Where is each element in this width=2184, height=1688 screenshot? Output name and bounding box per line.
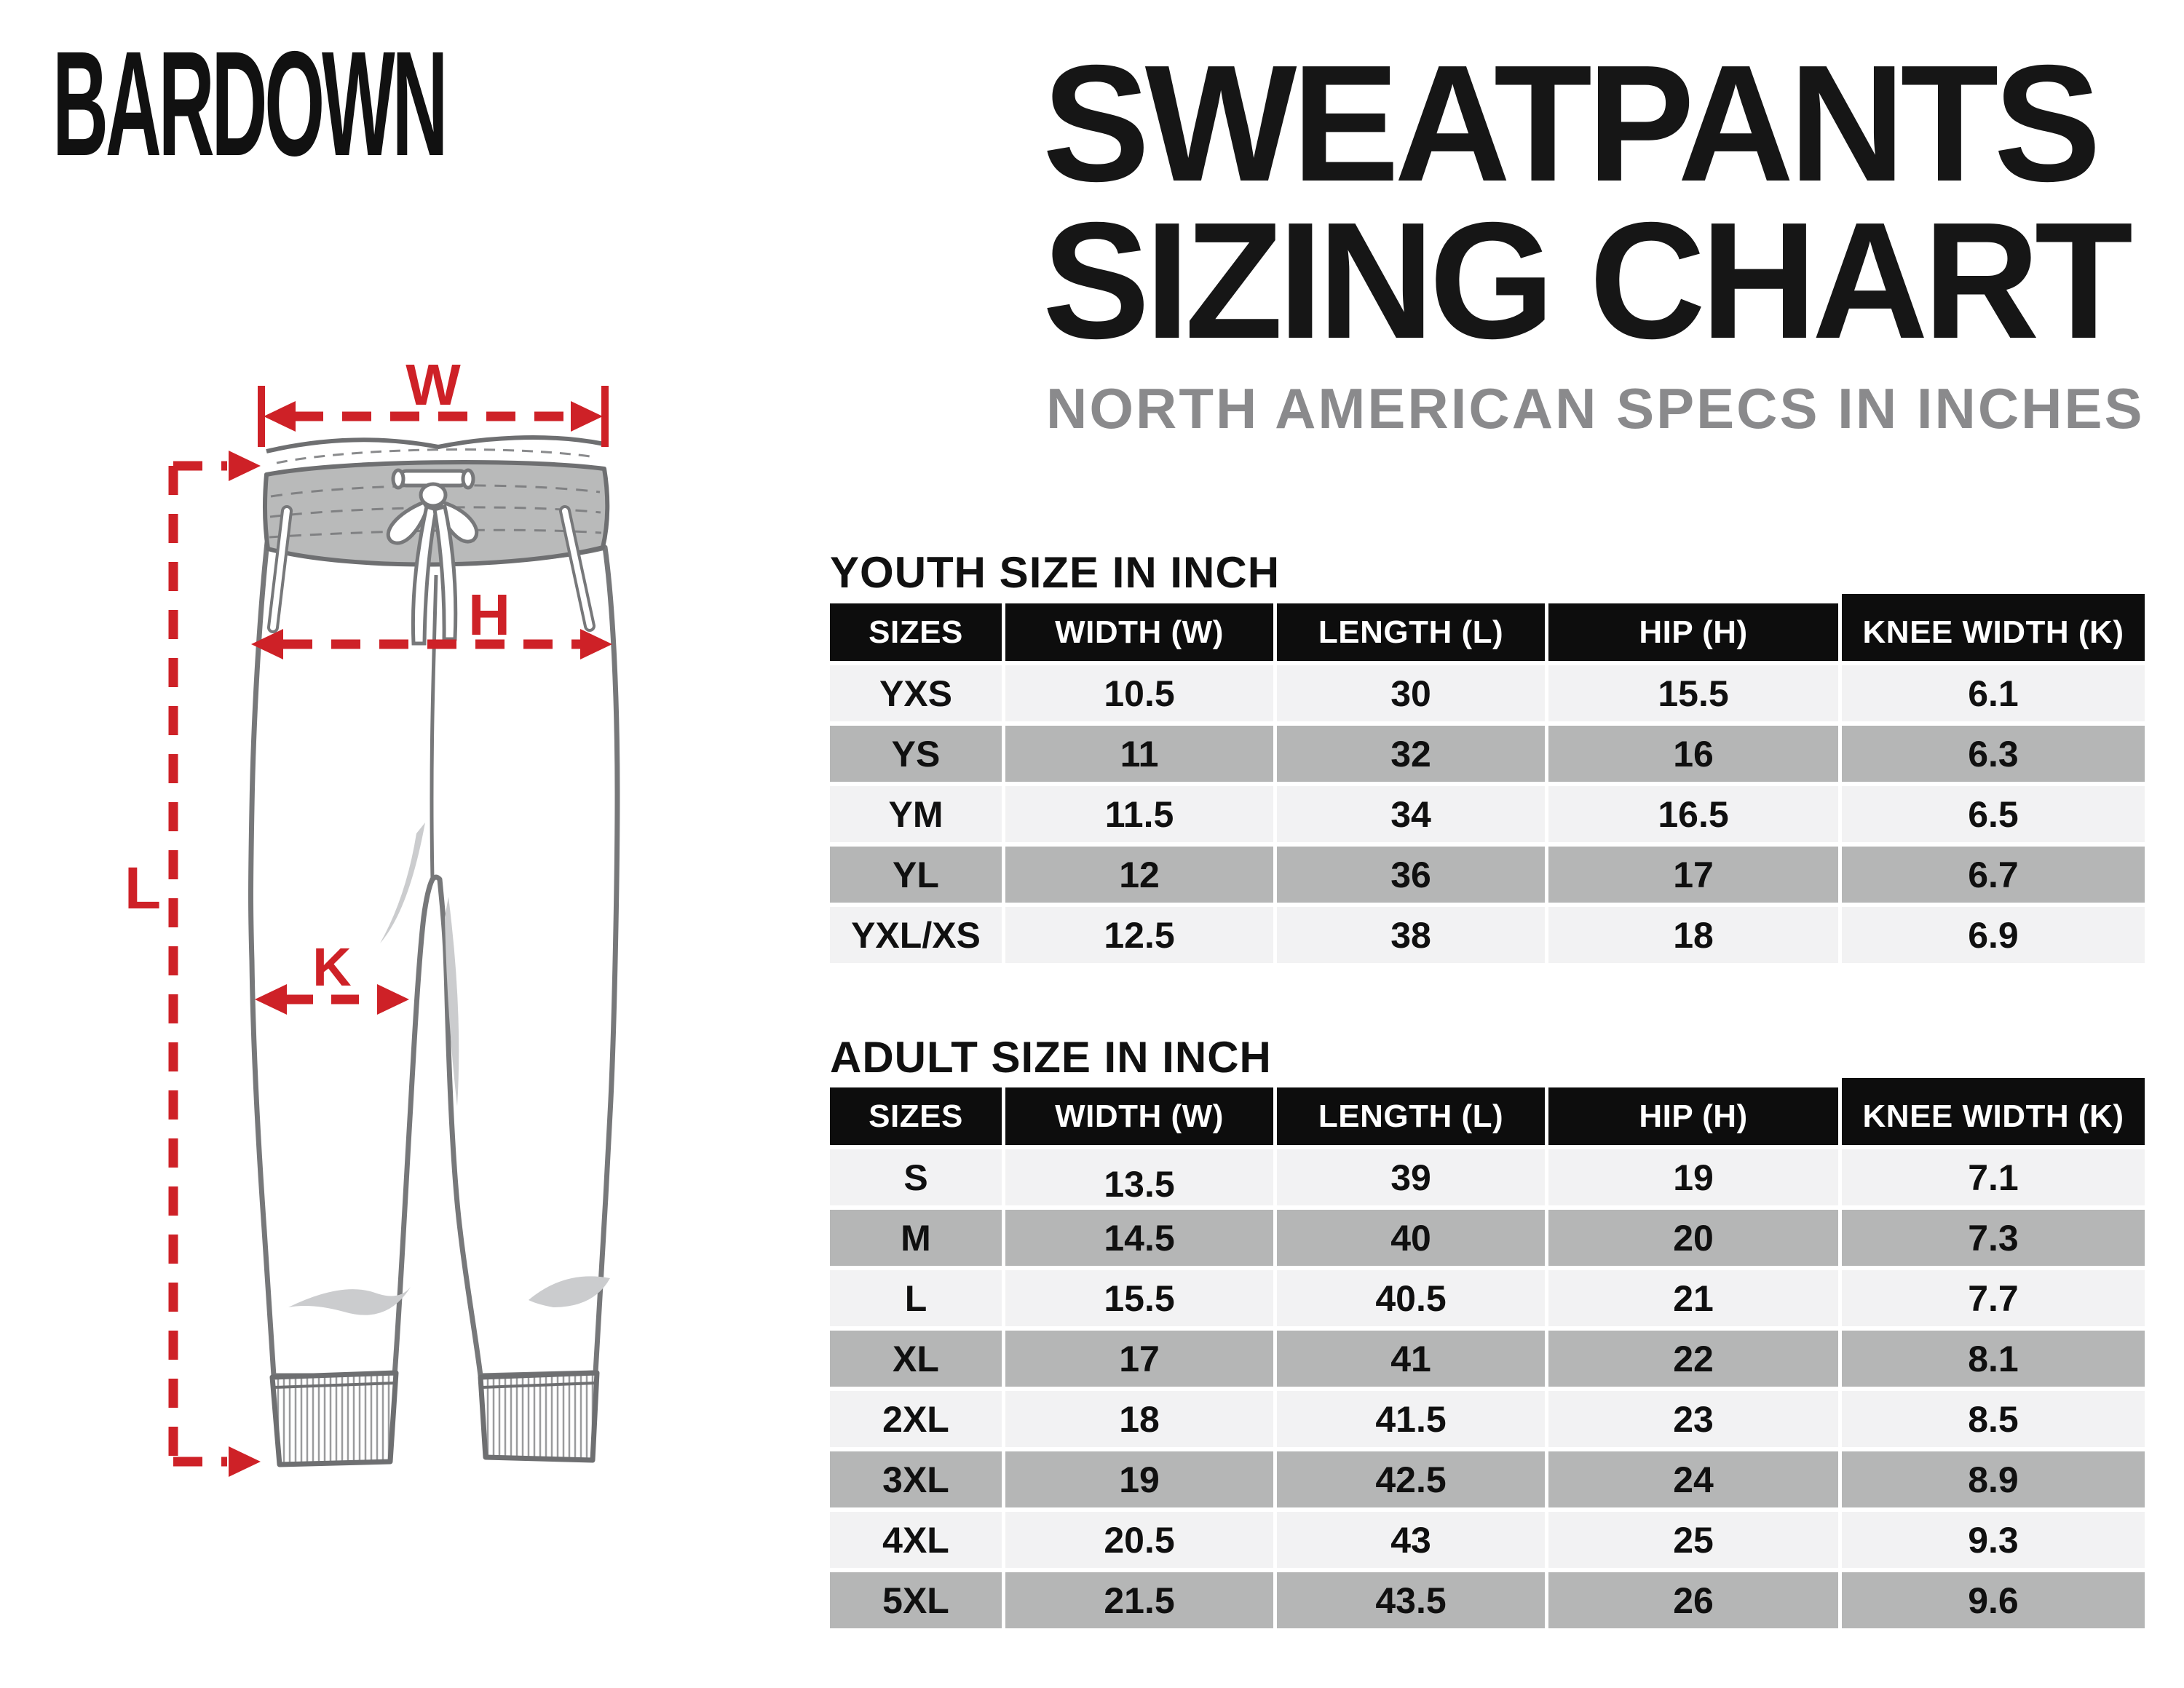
measurement-value-cell: 16.5 xyxy=(1548,786,1838,842)
measurement-value-cell: 6.1 xyxy=(1842,665,2145,721)
measurement-value-cell: 34 xyxy=(1277,786,1545,842)
column-header: HIP (H) xyxy=(1548,603,1838,661)
measurement-value-cell: 41 xyxy=(1277,1331,1545,1387)
size-label-cell: XL xyxy=(830,1331,1002,1387)
measurement-value-cell: 20 xyxy=(1548,1210,1838,1266)
pants-body xyxy=(251,542,618,1376)
measurement-value-cell: 17 xyxy=(1548,847,1838,903)
measurement-value-cell: 22 xyxy=(1548,1331,1838,1387)
size-label-cell: S xyxy=(830,1149,1002,1205)
measurement-value-cell: 38 xyxy=(1277,907,1545,963)
measurement-value-cell: 18 xyxy=(1548,907,1838,963)
measurement-value-cell: 23 xyxy=(1548,1391,1838,1447)
measurement-value-cell: 15.5 xyxy=(1548,665,1838,721)
size-label-cell: YS xyxy=(830,726,1002,782)
measurement-value-cell: 10.5 xyxy=(1005,665,1273,721)
size-label-cell: 3XL xyxy=(830,1451,1002,1507)
measurement-value-cell: 11 xyxy=(1005,726,1273,782)
measurement-value-cell: 7.7 xyxy=(1842,1270,2145,1326)
measurement-value-cell: 26 xyxy=(1548,1572,1838,1628)
page-title xyxy=(1042,31,2129,373)
measurement-value-cell: 19 xyxy=(1005,1451,1273,1507)
measurement-value-cell: 42.5 xyxy=(1277,1451,1545,1507)
adult-size-table xyxy=(830,1087,2145,1628)
measurement-value-cell: 6.5 xyxy=(1842,786,2145,842)
measurement-value-cell: 12.5 xyxy=(1005,907,1273,963)
measurement-value-cell: 12 xyxy=(1005,847,1273,903)
measurement-value-cell: 20.5 xyxy=(1005,1512,1273,1568)
size-label-cell: YL xyxy=(830,847,1002,903)
adult-section-heading: ADULT SIZE IN INCH xyxy=(830,1033,1272,1082)
column-header: KNEE WIDTH (K) xyxy=(1842,603,2145,661)
measurement-value-cell: 13.5 xyxy=(1005,1149,1273,1205)
brand-logo: BARDOWN xyxy=(52,20,446,187)
page-title-line2: SIZING CHART xyxy=(1042,189,2129,373)
knee-measure-label: K xyxy=(312,937,352,997)
measurement-value-cell: 6.9 xyxy=(1842,907,2145,963)
measurement-value-cell: 7.3 xyxy=(1842,1210,2145,1266)
size-label-cell: L xyxy=(830,1270,1002,1326)
measurement-value-cell: 39 xyxy=(1277,1149,1545,1205)
measurement-value-cell: 30 xyxy=(1277,665,1545,721)
page-title-line1: SWEATPANTS xyxy=(1042,31,2097,216)
column-header: LENGTH (L) xyxy=(1277,1087,1545,1145)
column-header: SIZES xyxy=(830,1087,1002,1145)
measurement-value-cell: 14.5 xyxy=(1005,1210,1273,1266)
measurement-value-cell: 16 xyxy=(1548,726,1838,782)
column-header: WIDTH (W) xyxy=(1005,1087,1273,1145)
measurement-value-cell: 40 xyxy=(1277,1210,1545,1266)
size-label-cell: YXL/XS xyxy=(830,907,1002,963)
length-measure-label: L xyxy=(124,855,162,922)
page-subtitle: NORTH AMERICAN SPECS IN INCHES xyxy=(1046,376,2145,440)
measurement-value-cell: 43 xyxy=(1277,1512,1545,1568)
column-header: WIDTH (W) xyxy=(1005,603,1273,661)
sweatpants-illustration xyxy=(124,357,677,1507)
measurement-value-cell: 36 xyxy=(1277,847,1545,903)
measurement-value-cell: 17 xyxy=(1005,1331,1273,1387)
width-measure-label: W xyxy=(405,357,461,417)
column-header: SIZES xyxy=(830,603,1002,661)
size-label-cell: 4XL xyxy=(830,1512,1002,1568)
size-label-cell: M xyxy=(830,1210,1002,1266)
measurement-value-cell: 9.6 xyxy=(1842,1572,2145,1628)
size-label-cell: YXS xyxy=(830,665,1002,721)
measurement-value-cell: 19 xyxy=(1548,1149,1838,1205)
measurement-value-cell: 8.1 xyxy=(1842,1331,2145,1387)
measurement-value-cell: 24 xyxy=(1548,1451,1838,1507)
measurement-value-cell: 11.5 xyxy=(1005,786,1273,842)
sweatpants-diagram xyxy=(124,357,677,1507)
measurement-value-cell: 21 xyxy=(1548,1270,1838,1326)
measurement-value-cell: 40.5 xyxy=(1277,1270,1545,1326)
measurement-value-cell: 41.5 xyxy=(1277,1391,1545,1447)
size-label-cell: 2XL xyxy=(830,1391,1002,1447)
measurement-value-cell: 32 xyxy=(1277,726,1545,782)
hip-measure-label: H xyxy=(468,582,510,647)
measurement-value-cell: 8.9 xyxy=(1842,1451,2145,1507)
ankle-cuffs xyxy=(272,1373,597,1465)
measurement-value-cell: 6.3 xyxy=(1842,726,2145,782)
measurement-value-cell: 7.1 xyxy=(1842,1149,2145,1205)
measurement-value-cell: 15.5 xyxy=(1005,1270,1273,1326)
size-label-cell: 5XL xyxy=(830,1572,1002,1628)
measurement-value-cell: 8.5 xyxy=(1842,1391,2145,1447)
measurement-value-cell: 18 xyxy=(1005,1391,1273,1447)
column-header: HIP (H) xyxy=(1548,1087,1838,1145)
size-label-cell: YM xyxy=(830,786,1002,842)
measurement-value-cell: 21.5 xyxy=(1005,1572,1273,1628)
column-header: KNEE WIDTH (K) xyxy=(1842,1087,2145,1145)
youth-size-table xyxy=(830,603,2145,963)
measurement-value-cell: 9.3 xyxy=(1842,1512,2145,1568)
measurement-value-cell: 25 xyxy=(1548,1512,1838,1568)
measurement-value-cell: 43.5 xyxy=(1277,1572,1545,1628)
column-header: LENGTH (L) xyxy=(1277,603,1545,661)
youth-section-heading: YOUTH SIZE IN INCH xyxy=(830,548,1281,597)
measurement-value-cell: 6.7 xyxy=(1842,847,2145,903)
